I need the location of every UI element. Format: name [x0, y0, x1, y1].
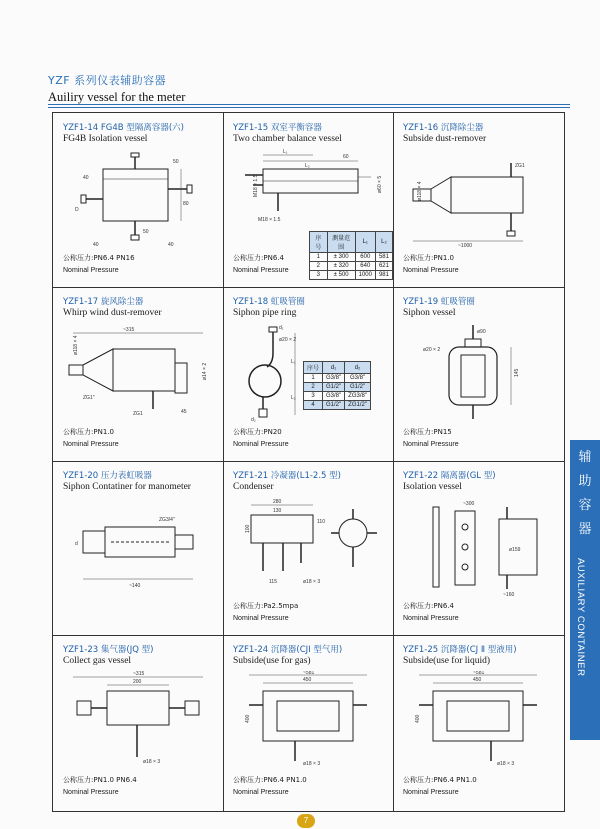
table-header-row: [310, 232, 393, 253]
table-header: L₁: [355, 232, 375, 253]
table-row: [310, 262, 393, 271]
dim-label: 280: [273, 499, 282, 505]
dim-label: ZG1: [133, 411, 143, 417]
table-cell: 3: [304, 392, 323, 401]
dim-label: 50: [143, 229, 149, 235]
nominal-pressure-en: Nominal Pressure: [63, 267, 119, 274]
table-row: [304, 392, 371, 401]
table-cell: G3/8": [323, 392, 345, 401]
drawing-gas-collector: [63, 671, 213, 771]
range-table: [309, 231, 393, 280]
dim-label: L₁: [291, 359, 296, 365]
product-cell-yzf1-17: [53, 287, 223, 461]
drawing-isolation-vessel: [63, 149, 213, 249]
table-cell: G3/8": [345, 374, 371, 383]
header-rule: [48, 104, 570, 105]
dim-label: ø60 × 5: [377, 175, 383, 193]
product-code: YZF1-21 冷凝器(L1-2.5 型): [233, 471, 341, 481]
table-cell: 3: [310, 271, 328, 280]
dim-label: 145: [514, 368, 520, 377]
dim-label: 40: [93, 242, 99, 248]
product-code: YZF1-18 虹吸管圈: [233, 297, 305, 307]
dim-label: ø14 × 2: [202, 362, 208, 380]
page-header: [48, 72, 185, 105]
product-grid: [52, 112, 565, 812]
table-cell: 600: [355, 253, 375, 262]
dim-label: 50: [173, 159, 179, 165]
dim-label: ZG3/4": [159, 517, 175, 523]
dim-label: ø20 × 2: [279, 337, 297, 343]
nominal-pressure-en: Nominal Pressure: [403, 789, 459, 796]
table-cell: 4: [304, 401, 323, 410]
dim-label: 60: [343, 154, 349, 160]
dim-label: ø18 × 3: [143, 759, 161, 765]
table-cell: 2: [310, 262, 328, 271]
product-name: Siphon vessel: [403, 308, 456, 318]
product-code: YZF1-24 沉降器(CJI 型气用): [233, 645, 343, 655]
product-name: Subside dust-remover: [403, 134, 487, 144]
dim-label: d₂: [251, 417, 256, 423]
table-cell: ± 500: [327, 271, 355, 280]
dim-label: 400: [415, 714, 421, 723]
side-tab-char: 器: [578, 522, 592, 537]
drawing-dust-remover: [403, 149, 553, 249]
table-cell: ZG3/8": [345, 392, 371, 401]
table-header: 测量范围: [327, 232, 355, 253]
dim-label: ø20 × 2: [423, 347, 441, 353]
dim-label: 450: [473, 677, 482, 683]
nominal-pressure-cn: 公称压力:PN6.4: [403, 602, 454, 610]
product-name: Two chamber balance vessel: [233, 134, 342, 144]
nominal-pressure-cn: 公称压力:PN20: [233, 428, 282, 436]
table-header-row: [304, 362, 371, 374]
product-cell-yzf1-25: [393, 635, 563, 809]
product-code: YZF1-23 集气器(JQ 型): [63, 645, 154, 655]
nominal-pressure-en: Nominal Pressure: [403, 441, 459, 448]
dim-label: ~581: [473, 671, 485, 676]
table-cell: 621: [375, 262, 392, 271]
dim-label: ø118 × 4: [73, 335, 79, 355]
product-cell-yzf1-14: [53, 113, 223, 287]
product-code: YZF1-25 沉降器(CJ Ⅱ 型液用): [403, 645, 517, 655]
dim-label: 450: [303, 677, 312, 683]
side-tab-char: 容: [578, 498, 592, 513]
product-cell-yzf1-18: [223, 287, 393, 461]
table-header: L₂: [375, 232, 392, 253]
dim-label: 200: [133, 679, 142, 685]
product-name: Subside(use for gas): [233, 656, 311, 666]
table-cell: ZG1/2": [345, 401, 371, 410]
table-row: [310, 271, 393, 280]
side-tab-char: 助: [578, 474, 592, 489]
table-row: [310, 253, 393, 262]
header-title-cn: YZF 系列仪表辅助容器: [48, 74, 167, 87]
nominal-pressure-cn: 公称压力:PN6.4 PN16: [63, 254, 135, 262]
dim-label: ~140: [129, 583, 141, 589]
dim-label: ~1000: [458, 243, 473, 249]
product-name: FG4B Isolation vessel: [63, 134, 148, 144]
drawing-subside-liquid: [403, 671, 553, 771]
dim-label: 400: [245, 714, 251, 723]
product-cell-yzf1-16: [393, 113, 563, 287]
table-cell: 2: [304, 383, 323, 392]
table-header: d₁: [323, 362, 345, 374]
drawing-manometer-siphon: [63, 497, 213, 597]
table-cell: G1/2": [323, 383, 345, 392]
dim-label: 110: [317, 519, 325, 525]
dim-label: 130: [273, 508, 282, 514]
dim-label: ZG1": [83, 395, 95, 401]
dim-label: ZG1: [515, 163, 525, 169]
table-cell: 640: [355, 262, 375, 271]
dim-label: d₁: [279, 325, 284, 331]
nominal-pressure-cn: 公称压力:PN1.0 PN6.4: [63, 776, 137, 784]
drawing-subside-gas: [233, 671, 383, 771]
dim-label: d: [75, 541, 78, 547]
dim-label: 40: [83, 175, 89, 181]
product-cell-yzf1-21: [223, 461, 393, 635]
product-cell-yzf1-20: [53, 461, 223, 635]
table-cell: 1: [310, 253, 328, 262]
table-header: 序号: [310, 232, 328, 253]
header-rule: [48, 107, 570, 108]
nominal-pressure-en: Nominal Pressure: [63, 441, 119, 448]
table-cell: 1000: [355, 271, 375, 280]
dim-label: L₂: [291, 395, 296, 401]
product-cell-yzf1-19: [393, 287, 563, 461]
dim-label: ø18 × 3: [303, 579, 321, 585]
product-name: Isolation vessel: [403, 482, 462, 492]
nominal-pressure-cn: 公称压力:PN15: [403, 428, 452, 436]
product-code: YZF1-15 双室平衡容器: [233, 123, 322, 133]
drawing-cyclone: [63, 323, 213, 423]
table-cell: G3/8": [323, 374, 345, 383]
nominal-pressure-cn: 公称压力:PN6.4 PN1.0: [233, 776, 307, 784]
product-code: YZF1-22 隔离器(GL 型): [403, 471, 496, 481]
nominal-pressure-en: Nominal Pressure: [403, 615, 459, 622]
nominal-pressure-en: Nominal Pressure: [233, 267, 289, 274]
nominal-pressure-cn: 公称压力:PN6.4 PN1.0: [403, 776, 477, 784]
dim-label: 100: [245, 524, 251, 533]
dim-label: ø118 × 4: [417, 181, 423, 201]
nominal-pressure-cn: 公称压力:Pa2.5mpa: [233, 602, 299, 610]
drawing-siphon-vessel: [403, 323, 553, 423]
dim-label: L₂: [305, 163, 310, 169]
table-row: [304, 401, 371, 410]
product-name: Subside(use for liquid): [403, 656, 491, 666]
nominal-pressure-cn: 公称压力:PN1.0: [63, 428, 114, 436]
thread-table: [303, 361, 371, 410]
nominal-pressure-en: Nominal Pressure: [233, 615, 289, 622]
table-header: 序号: [304, 362, 323, 374]
table-row: [304, 374, 371, 383]
dim-label: M18 × 1.5: [253, 174, 259, 197]
table-cell: G1/2": [323, 401, 345, 410]
dim-label: ø18 × 3: [303, 761, 321, 767]
dim-label: ø159: [509, 547, 521, 553]
nominal-pressure-cn: 公称压力:PN1.0: [403, 254, 454, 262]
dim-label: 115: [269, 579, 277, 585]
table-cell: 1: [304, 374, 323, 383]
dim-label: ø90: [477, 329, 486, 335]
product-name: Condenser: [233, 482, 274, 492]
product-cell-yzf1-22: [393, 461, 563, 635]
table-cell: G1/2": [345, 383, 371, 392]
product-name: Collect gas vessel: [63, 656, 132, 666]
dim-label: 40: [168, 242, 174, 248]
drawing-gl-isolation: [403, 497, 553, 597]
dim-label: 80: [183, 201, 189, 207]
nominal-pressure-en: Nominal Pressure: [63, 789, 119, 796]
nominal-pressure-cn: 公称压力:PN6.4: [233, 254, 284, 262]
table-header: d₂: [345, 362, 371, 374]
product-code: YZF1-16 沉降除尘器: [403, 123, 484, 133]
drawing-condenser: [233, 497, 383, 597]
table-cell: 581: [375, 253, 392, 262]
product-cell-yzf1-23: [53, 635, 223, 809]
dim-label: ~300: [463, 501, 475, 507]
dim-label: ø18 × 3: [497, 761, 515, 767]
dim-label: M18 × 1.5: [258, 217, 281, 223]
product-cell-yzf1-24: [223, 635, 393, 809]
nominal-pressure-en: Nominal Pressure: [403, 267, 459, 274]
dim-label: L₁: [283, 149, 288, 155]
side-tab-label-cn: [570, 446, 600, 542]
nominal-pressure-en: Nominal Pressure: [233, 441, 289, 448]
side-tab-char: 辅: [578, 450, 592, 465]
product-cell-yzf1-15: [223, 113, 393, 287]
dim-label: 45: [181, 409, 187, 415]
table-row: [304, 383, 371, 392]
table-cell: 981: [375, 271, 392, 280]
nominal-pressure-en: Nominal Pressure: [233, 789, 289, 796]
dim-label: ~315: [133, 671, 145, 677]
dim-label: ~160: [503, 592, 515, 597]
dim-label: D: [75, 207, 79, 213]
dim-label: ~315: [123, 327, 135, 333]
product-name: Siphon pipe ring: [233, 308, 297, 318]
page-number: 7: [297, 814, 315, 828]
header-title-en: Auiliry vessel for the meter: [48, 90, 186, 104]
product-name: Siphon Contatiner for manometer: [63, 482, 191, 492]
table-cell: ± 320: [327, 262, 355, 271]
product-name: Whirp wind dust-remover: [63, 308, 162, 318]
product-code: YZF1-20 压力表虹吸器: [63, 471, 152, 481]
section-side-tab: [570, 440, 600, 740]
table-cell: ± 300: [327, 253, 355, 262]
dim-label: ~581: [303, 671, 315, 676]
side-tab-label-en: AUXILIARY CONTAINER: [575, 558, 586, 677]
product-code: YZF1-14 FG4B 型隔离容器(六): [63, 123, 184, 133]
product-code: YZF1-17 旋风除尘器: [63, 297, 144, 307]
product-code: YZF1-19 虹吸管圈: [403, 297, 475, 307]
